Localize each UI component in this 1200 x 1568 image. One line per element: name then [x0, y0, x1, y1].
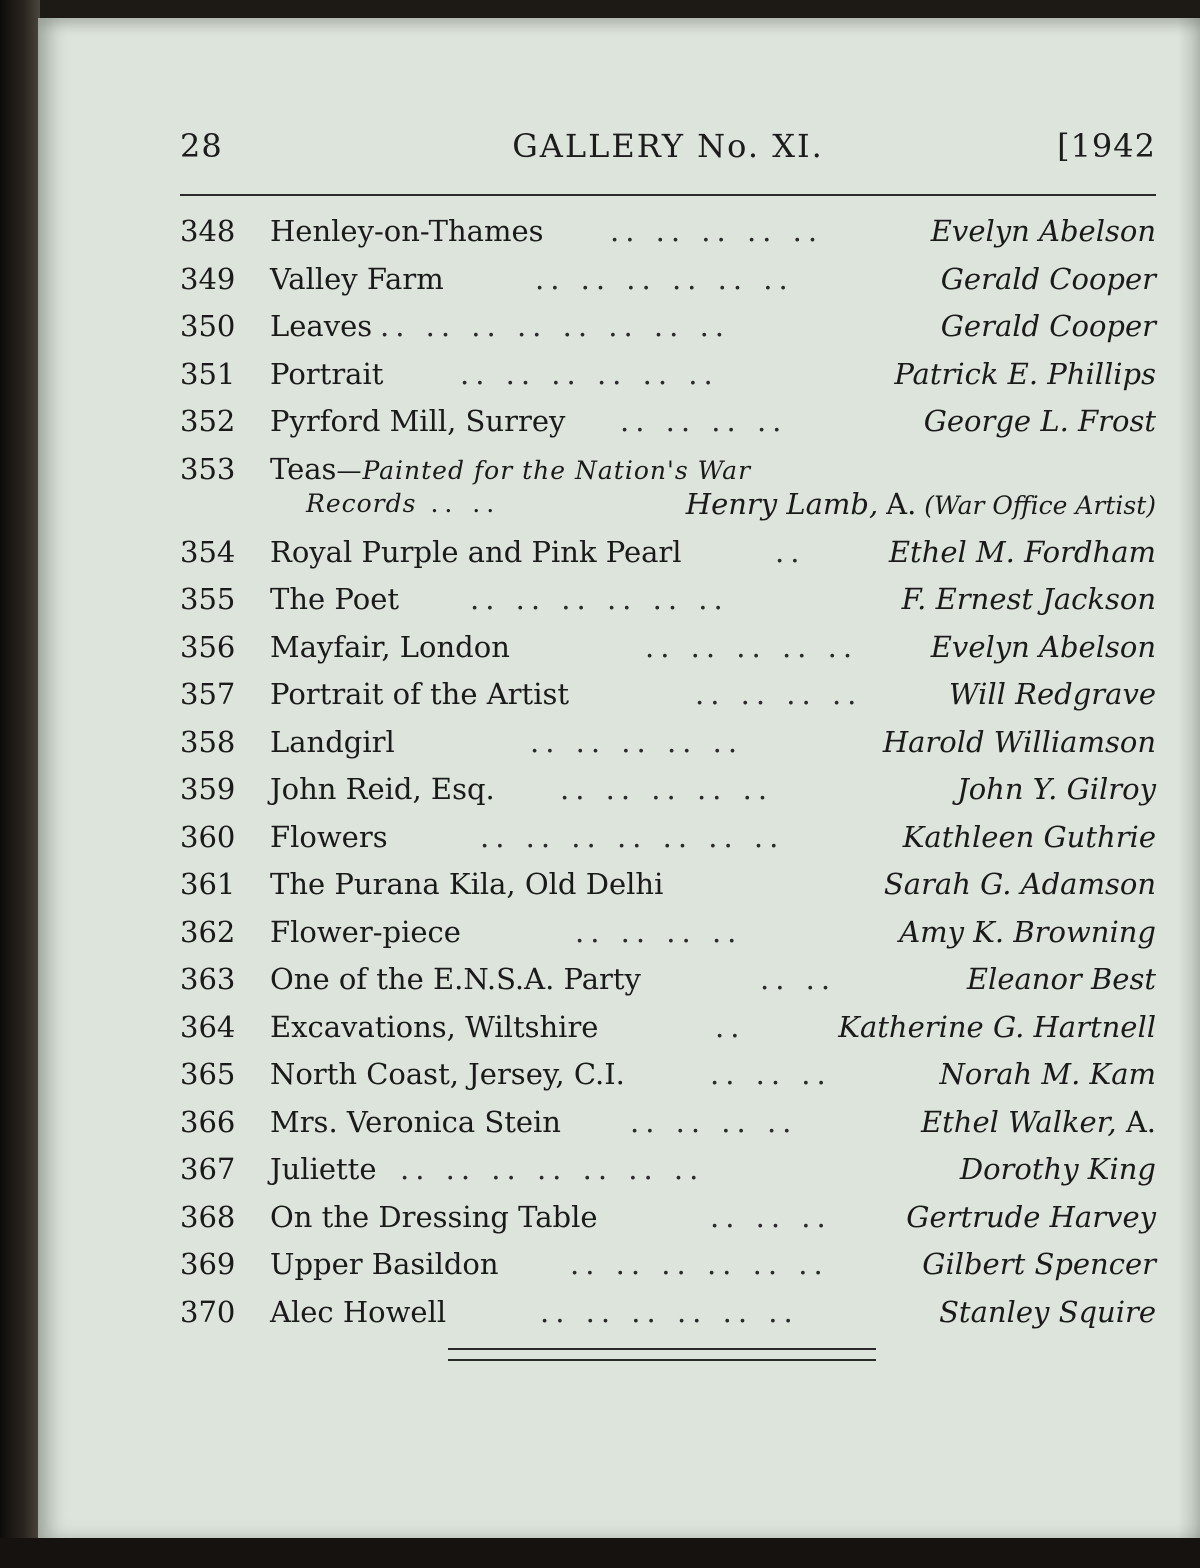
- entry-artist: Sarah G. Adamson: [883, 867, 1156, 901]
- entry-artist: [921, 1099, 1156, 1147]
- entry-number: 350: [180, 309, 236, 343]
- list-item: [180, 671, 1156, 719]
- list-item: [180, 861, 1156, 909]
- entry-artist: Gerald Cooper: [940, 261, 1156, 296]
- entry-number: 362: [180, 914, 236, 949]
- entry-number: 366: [180, 1104, 236, 1139]
- list-item: [180, 576, 1156, 624]
- artist-title: A.: [1125, 1104, 1156, 1139]
- list-item: [180, 624, 1156, 672]
- list-item: [180, 446, 1156, 529]
- leader-dots: .. .. .. ..: [695, 677, 863, 711]
- entry-artist: Evelyn Abelson: [930, 214, 1156, 248]
- leader-dots: .. ..: [760, 962, 837, 996]
- entry-title: North Coast, Jersey, C.I.: [270, 1057, 625, 1091]
- entry-artist: Stanley Squire: [939, 1294, 1156, 1329]
- leader-dots: .. .. .. .. ..: [645, 629, 859, 664]
- list-item: [180, 208, 1156, 256]
- leader-dots: .. .. .. .. .. .. ..: [400, 1152, 705, 1186]
- list-item: [180, 398, 1156, 446]
- entry-title: One of the E.N.S.A. Party: [270, 962, 641, 996]
- entry-title: Flowers: [270, 819, 388, 854]
- entry-title: On the Dressing Table: [270, 1199, 598, 1234]
- entry-number: 361: [180, 867, 236, 901]
- entry-artist: Gilbert Spencer: [922, 1247, 1156, 1281]
- entry-artist: John Y. Gilroy: [957, 772, 1156, 806]
- entry-note-continued: [306, 480, 514, 528]
- list-item: [180, 1004, 1156, 1052]
- scan-edge: [0, 0, 40, 1568]
- entry-number: 353: [180, 451, 236, 486]
- list-item: [180, 1194, 1156, 1242]
- leader-dots: .. .. .. .. .. ..: [570, 1247, 829, 1281]
- entry-title: Mrs. Veronica Stein: [270, 1104, 561, 1139]
- entry-note: —Painted for the Nation's War: [336, 455, 752, 485]
- entry-artist: Dorothy King: [959, 1152, 1156, 1186]
- entry-artist: Katherine G. Hartnell: [838, 1009, 1156, 1044]
- list-item: [180, 956, 1156, 1004]
- entry-title: The Purana Kila, Old Delhi: [270, 867, 664, 901]
- entry-title: John Reid, Esq.: [270, 772, 495, 806]
- leader-dots: .. .. .. .. ..: [560, 772, 774, 806]
- entry-title: Upper Basildon: [270, 1247, 499, 1281]
- entry-artist: Patrick E. Phillips: [894, 356, 1156, 391]
- entry-number: 369: [180, 1247, 236, 1281]
- gallery-title: GALLERY No. XI.: [512, 127, 824, 165]
- catalogue-list: [180, 208, 1156, 1336]
- end-rule: [448, 1348, 876, 1361]
- entry-number: 363: [180, 962, 236, 996]
- leader-dots: .. .. .. .. .. ..: [540, 1294, 799, 1329]
- entry-number: 367: [180, 1152, 236, 1186]
- entry-title: Landgirl: [270, 724, 395, 759]
- leader-dots: .. .. .. .. ..: [530, 724, 744, 759]
- list-item: [180, 1099, 1156, 1147]
- entry-artist: Kathleen Guthrie: [902, 819, 1156, 854]
- entry-number: 356: [180, 629, 236, 664]
- entry-title: Flower-piece: [270, 914, 461, 949]
- entry-title: Excavations, Wiltshire: [270, 1009, 599, 1044]
- scan-edge-bottom: [0, 1538, 1200, 1568]
- leader-dots: .. ..: [430, 488, 501, 518]
- list-item: [180, 1146, 1156, 1194]
- entry-title: Portrait of the Artist: [270, 677, 570, 711]
- entry-title: Leaves: [270, 309, 373, 343]
- list-item: [180, 256, 1156, 304]
- leader-dots: .. .. .. .. .. ..: [535, 261, 794, 296]
- entry-artist: Eleanor Best: [966, 962, 1156, 996]
- entry-artist: George L. Frost: [923, 404, 1156, 438]
- entry-artist: [686, 480, 1156, 530]
- leader-dots: .. .. .. .. ..: [610, 214, 824, 248]
- entry-number: 365: [180, 1057, 236, 1091]
- entry-number: 357: [180, 677, 236, 711]
- header-rule: [180, 194, 1156, 196]
- entry-artist: F. Ernest Jackson: [901, 582, 1156, 616]
- entry-note-records: Records: [306, 488, 417, 518]
- entry-title: Juliette: [270, 1152, 377, 1186]
- artist-name: Ethel Walker,: [920, 1104, 1117, 1139]
- entry-artist: Will Redgrave: [948, 677, 1156, 711]
- leader-dots: .. .. .. ..: [630, 1104, 798, 1139]
- entry-artist: Amy K. Browning: [899, 914, 1156, 949]
- entry-artist: Gertrude Harvey: [906, 1199, 1156, 1234]
- leader-dots: ..: [775, 534, 806, 569]
- page-header: [180, 123, 1156, 177]
- artist-title: A.: [886, 486, 917, 521]
- list-item: [180, 1241, 1156, 1289]
- catalogue-page: [38, 18, 1200, 1540]
- entry-title: The Poet: [270, 582, 400, 616]
- entry-artist: Evelyn Abelson: [930, 629, 1156, 664]
- list-item: [180, 303, 1156, 351]
- list-item: [180, 529, 1156, 577]
- leader-dots: .. .. .. .. .. ..: [470, 582, 729, 616]
- entry-number: 359: [180, 772, 236, 806]
- leader-dots: .. .. .. .. .. ..: [460, 356, 719, 391]
- entry-title: Royal Purple and Pink Pearl: [270, 534, 682, 569]
- list-item: [180, 1289, 1156, 1337]
- leader-dots: .. .. .. .. .. .. ..: [480, 819, 785, 854]
- artist-note: (War Office Artist): [924, 490, 1156, 520]
- artist-name: Henry Lamb,: [685, 486, 879, 521]
- page-number: 28: [180, 127, 223, 165]
- leader-dots: .. .. .. .. .. .. .. ..: [380, 309, 731, 343]
- leader-dots: ..: [715, 1009, 746, 1044]
- leader-dots: .. .. ..: [710, 1199, 832, 1234]
- leader-dots: .. .. ..: [710, 1057, 832, 1091]
- list-item: [180, 814, 1156, 862]
- page-fold-shadow: [1178, 18, 1200, 1540]
- entry-title-text: Teas: [270, 451, 337, 486]
- entry-title: Valley Farm: [270, 261, 444, 296]
- entry-title: Pyrford Mill, Surrey: [270, 404, 566, 438]
- entry-title: Portrait: [270, 356, 384, 391]
- list-item: [180, 719, 1156, 767]
- list-item: [180, 351, 1156, 399]
- entry-number: 349: [180, 261, 236, 296]
- entry-number: 352: [180, 404, 236, 438]
- entry-artist: Ethel M. Fordham: [888, 534, 1156, 569]
- entry-number: 348: [180, 214, 236, 248]
- entry-number: 370: [180, 1294, 236, 1329]
- list-item: [180, 909, 1156, 957]
- entry-number: 358: [180, 724, 236, 759]
- entry-title: Henley-on-Thames: [270, 214, 544, 248]
- entry-title: Alec Howell: [270, 1294, 447, 1329]
- entry-artist: Gerald Cooper: [940, 309, 1156, 343]
- entry-number: 354: [180, 534, 236, 569]
- entry-artist: Harold Williamson: [882, 724, 1156, 759]
- list-item: [180, 1051, 1156, 1099]
- entry-title: Mayfair, London: [270, 629, 510, 664]
- entry-number: 368: [180, 1199, 236, 1234]
- list-item: [180, 766, 1156, 814]
- entry-number: 360: [180, 819, 236, 854]
- entry-number: 355: [180, 582, 236, 616]
- leader-dots: .. .. .. ..: [575, 914, 743, 949]
- leader-dots: .. .. .. ..: [620, 404, 788, 438]
- catalogue-year: [1942: [1057, 127, 1156, 165]
- entry-number: 364: [180, 1009, 236, 1044]
- entry-artist: Norah M. Kam: [939, 1057, 1156, 1091]
- entry-number: 351: [180, 356, 236, 391]
